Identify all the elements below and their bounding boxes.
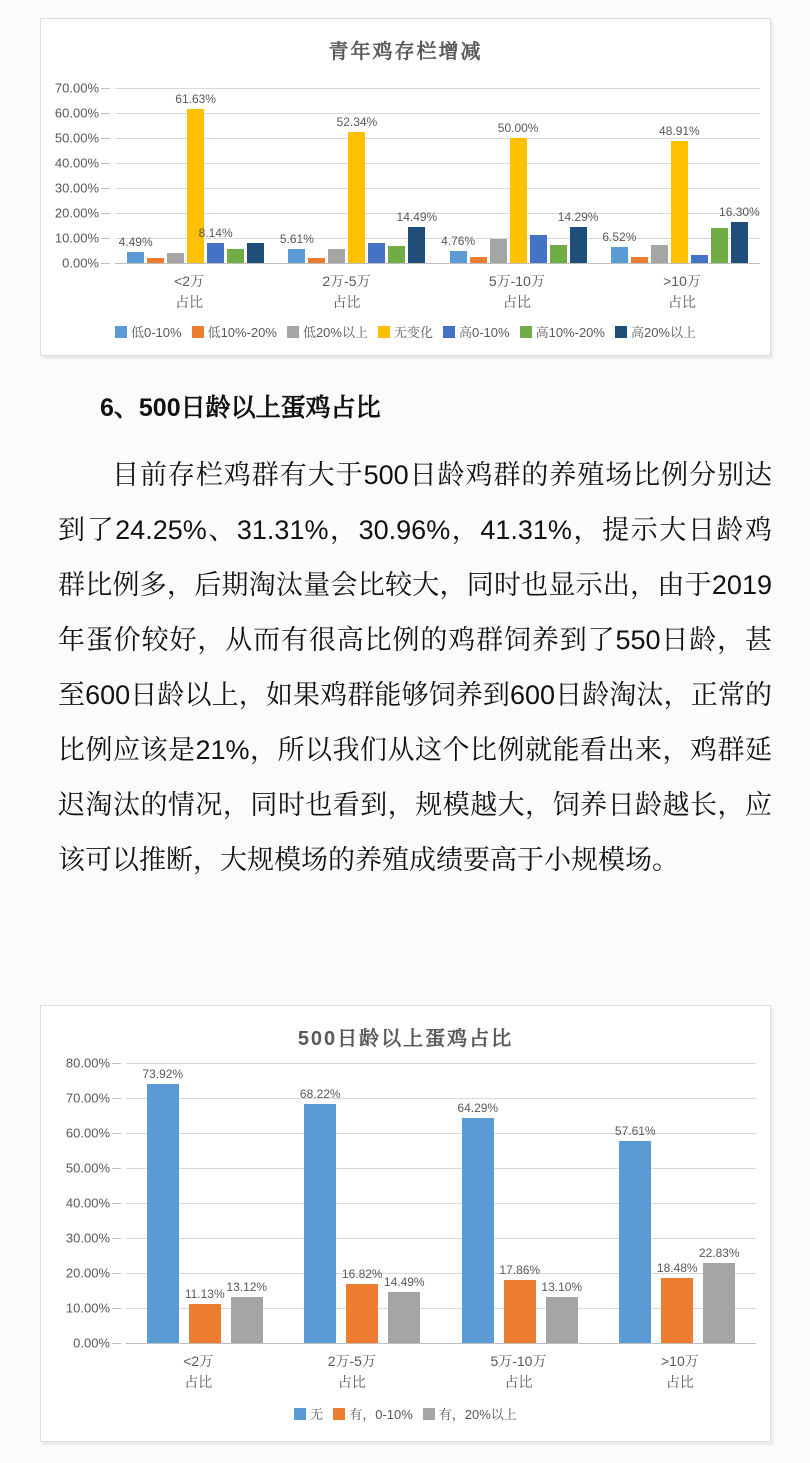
x-axis-category-line2: 占比 <box>504 1374 533 1390</box>
bar-value-label: 14.49% <box>383 1275 425 1289</box>
bar <box>530 235 547 263</box>
y-axis-label: 0.00% <box>73 1335 110 1351</box>
bar-group <box>602 124 760 263</box>
bar <box>557 210 599 263</box>
x-axis-category-line2: 占比 <box>332 294 361 310</box>
bar <box>698 1246 740 1343</box>
y-axis-label: 20.00% <box>54 205 99 221</box>
y-axis-tick <box>101 263 110 264</box>
y-axis-tick <box>101 213 110 214</box>
bar-group <box>299 1087 425 1343</box>
bar <box>341 1267 383 1343</box>
plot-area <box>65 1055 756 1351</box>
bar <box>656 1261 698 1343</box>
x-axis-category-line1: 5万-10万 <box>490 1353 547 1369</box>
legend-item <box>443 322 510 341</box>
bar-group <box>279 115 438 263</box>
y-axis-label: 70.00% <box>54 80 99 96</box>
legend-swatch-icon <box>443 326 455 338</box>
bar-group <box>142 1067 268 1343</box>
bar <box>499 1263 541 1343</box>
x-axis-labels <box>115 271 760 313</box>
y-axis-tick <box>112 1098 121 1099</box>
legend-label: 高10%-20% <box>535 325 605 340</box>
x-axis-category-line2: 占比 <box>337 1374 366 1390</box>
bar-value-label: 48.91% <box>659 124 700 138</box>
y-axis-tick <box>101 238 110 239</box>
x-axis-category-line1: <2万 <box>174 273 205 289</box>
x-axis-category-line1: >10万 <box>660 1353 699 1369</box>
chart-legend <box>41 1404 770 1423</box>
legend-item <box>115 322 182 341</box>
bar-value-label: 73.92% <box>142 1067 184 1081</box>
bar-value-label: 50.00% <box>497 121 539 135</box>
x-axis-category-line1: 5万-10万 <box>488 273 545 289</box>
y-axis-tick <box>112 1273 121 1274</box>
bar <box>541 1280 583 1343</box>
legend-label: 低10%-20% <box>207 325 277 340</box>
bar <box>631 257 648 263</box>
bar <box>198 226 233 263</box>
legend-label: 高0-10% <box>459 325 510 340</box>
legend-item <box>520 322 605 341</box>
bar-value-label: 5.61% <box>279 232 314 246</box>
bar <box>388 246 405 263</box>
x-axis-category-label <box>663 271 701 313</box>
bar <box>602 230 637 263</box>
legend-swatch-icon <box>520 326 532 338</box>
x-axis-category-label <box>490 1351 546 1393</box>
bar-group <box>457 1101 583 1343</box>
y-axis-label: 60.00% <box>65 1125 110 1141</box>
x-axis-category-label <box>328 1351 376 1393</box>
y-axis-label: 20.00% <box>65 1265 110 1281</box>
y-axis-label: 10.00% <box>65 1300 110 1316</box>
x-axis-category-line2: 占比 <box>502 294 531 310</box>
x-axis-category-line2: 占比 <box>175 294 204 310</box>
bar <box>184 1287 225 1343</box>
x-axis-category-line2: 占比 <box>665 1374 694 1390</box>
bar-value-label: 16.82% <box>341 1267 383 1281</box>
legend-label: 低20%以上 <box>302 325 368 340</box>
x-axis-category-line1: >10万 <box>663 273 701 289</box>
legend-item <box>615 322 696 341</box>
bar-value-label: 13.10% <box>541 1280 583 1294</box>
y-axis-label: 70.00% <box>65 1090 110 1106</box>
bar-groups <box>115 88 760 263</box>
x-axis-category-line2: 占比 <box>184 1374 213 1390</box>
x-axis-category-label <box>489 271 545 313</box>
y-axis-label: 10.00% <box>54 230 99 246</box>
x-axis-category-label <box>322 271 370 313</box>
y-axis-tick <box>112 1238 121 1239</box>
bar-value-label: 8.14% <box>198 226 233 240</box>
bar <box>147 258 164 263</box>
y-axis-label: 30.00% <box>54 180 99 196</box>
y-axis-label: 50.00% <box>54 130 99 146</box>
bar <box>308 258 325 263</box>
legend-swatch-icon <box>192 326 204 338</box>
bar <box>719 205 760 263</box>
y-axis-label: 30.00% <box>65 1230 110 1246</box>
bar <box>470 257 487 263</box>
x-axis-category-label <box>174 271 204 313</box>
legend-item <box>333 1404 413 1423</box>
bar <box>711 228 728 263</box>
y-axis-label: 40.00% <box>65 1195 110 1211</box>
legend-swatch-icon <box>115 326 127 338</box>
legend-label: 有，20%以上 <box>438 1407 517 1422</box>
bar-value-label: 13.12% <box>226 1280 268 1294</box>
chart-title: 青年鸡存栏增减 <box>328 41 483 63</box>
y-axis-tick <box>101 138 110 139</box>
bar <box>247 243 264 263</box>
y-axis-tick <box>112 1308 121 1309</box>
bar <box>279 232 314 263</box>
y-axis-tick <box>101 88 110 89</box>
y-axis-tick <box>112 1133 121 1134</box>
bar-groups <box>126 1063 756 1343</box>
bar <box>614 1124 656 1343</box>
chart-title: 500日龄以上蛋鸡占比 <box>297 1028 514 1050</box>
bar-value-label: 4.49% <box>118 235 153 249</box>
legend-item <box>192 322 277 341</box>
legend-swatch-icon <box>333 1408 345 1420</box>
y-axis-tick <box>112 1168 121 1169</box>
bar-group <box>441 121 599 263</box>
bar-value-label: 52.34% <box>336 115 378 129</box>
legend-label: 无 <box>310 1407 324 1422</box>
body-paragraph: 目前存栏鸡群有大于500日龄鸡群的养殖场比例分别达到了24.25%、31.31%，30.96%，41.31%，提示大日龄鸡群比例多，后期淘汰量会比较大，同时也显示出，由于2019年蛋价较好，从而有很高比例的鸡群饲养到了550日龄，甚至600日龄以上，如果鸡群能够饲养到600日龄淘汰，正常的比例应该是21%，所以我们从这个比例就能看出来，鸡群延迟淘汰的情况，同时也看到，规模越大，饲养日龄越长，应该可以推断，大规模场的养殖成绩要高于小规模场。 <box>58 460 772 875</box>
legend-item <box>294 1404 323 1423</box>
bar-value-label: 14.29% <box>557 210 599 224</box>
bar <box>651 245 668 263</box>
y-axis-tick <box>112 1203 121 1204</box>
legend-item <box>287 322 368 341</box>
y-axis-tick <box>112 1063 121 1064</box>
section-heading: 6、500日龄以上蛋鸡占比 <box>100 394 381 422</box>
bar-group <box>118 92 264 263</box>
legend-label: 有，0-10% <box>349 1407 413 1422</box>
x-axis-category-line1: 2万-5万 <box>322 273 371 289</box>
legend-swatch-icon <box>615 326 627 338</box>
gridline <box>126 1343 756 1344</box>
bar <box>457 1101 499 1343</box>
x-axis-category-label <box>183 1351 213 1393</box>
x-axis-category-line1: <2万 <box>183 1353 214 1369</box>
x-axis-category-line2: 占比 <box>667 294 696 310</box>
bar-value-label: 57.61% <box>614 1124 656 1138</box>
bar <box>226 1280 268 1343</box>
chart-card-young-hen-inventory <box>40 18 771 356</box>
bar-value-label: 64.29% <box>457 1101 499 1115</box>
bar-value-label: 6.52% <box>602 230 637 244</box>
legend-item <box>423 1404 517 1423</box>
bar <box>336 115 378 263</box>
chart-card-over-500-day-hens <box>40 1005 771 1442</box>
bar-value-label: 68.22% <box>299 1087 341 1101</box>
y-axis-label: 80.00% <box>65 1055 110 1071</box>
y-axis-tick <box>112 1343 121 1344</box>
gridline <box>115 263 760 264</box>
legend-label: 高20%以上 <box>630 325 696 340</box>
y-axis-tick <box>101 188 110 189</box>
bar <box>441 234 476 263</box>
legend-swatch-icon <box>378 326 390 338</box>
y-axis-label: 60.00% <box>54 105 99 121</box>
chart-legend <box>41 322 770 341</box>
x-axis-labels <box>126 1351 756 1393</box>
y-axis-label: 40.00% <box>54 155 99 171</box>
legend-item <box>378 322 433 341</box>
bar <box>328 249 345 263</box>
bar <box>659 124 700 263</box>
bar <box>691 255 708 263</box>
bar <box>550 245 567 263</box>
bar <box>299 1087 341 1343</box>
bar <box>368 243 385 263</box>
bar-group <box>614 1124 740 1343</box>
bar <box>142 1067 184 1343</box>
bar <box>118 235 153 263</box>
legend-label: 低0-10% <box>130 325 182 340</box>
y-axis-label: 0.00% <box>62 255 99 271</box>
bar <box>227 249 244 263</box>
legend-swatch-icon <box>294 1408 306 1420</box>
bar-value-label: 14.49% <box>396 210 438 224</box>
bar-value-label: 22.83% <box>698 1246 740 1260</box>
y-axis-tick <box>101 113 110 114</box>
bar <box>396 210 438 263</box>
bar <box>167 253 184 263</box>
bar <box>497 121 539 263</box>
x-axis-category-label <box>661 1351 699 1393</box>
y-axis-label: 50.00% <box>65 1160 110 1176</box>
legend-swatch-icon <box>287 326 299 338</box>
legend-label: 无变化 <box>393 325 433 340</box>
plot-area <box>54 80 760 271</box>
legend-swatch-icon <box>423 1408 435 1420</box>
x-axis-category-line1: 2万-5万 <box>327 1353 376 1369</box>
y-axis-tick <box>101 163 110 164</box>
bar <box>490 239 507 263</box>
bar <box>383 1275 425 1343</box>
bar-value-label: 17.86% <box>499 1263 541 1277</box>
bar-value-label: 61.63% <box>175 92 216 106</box>
bar-value-label: 11.13% <box>184 1287 225 1301</box>
bar-value-label: 18.48% <box>656 1261 698 1275</box>
bar-value-label: 16.30% <box>719 205 760 219</box>
bar-value-label: 4.76% <box>441 234 476 248</box>
